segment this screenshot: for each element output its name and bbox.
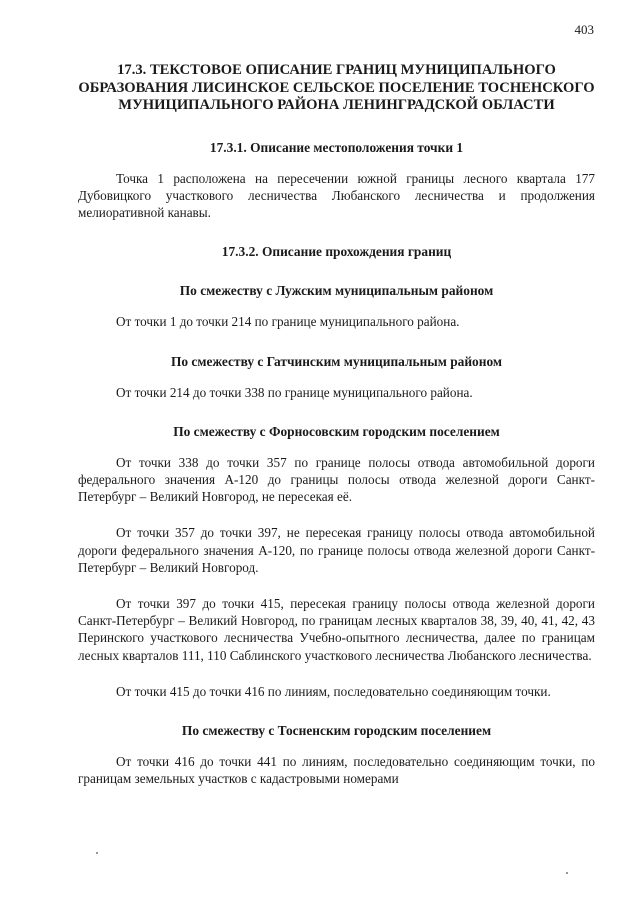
section-heading-borders: 17.3.2. Описание прохождения границ bbox=[221, 244, 452, 260]
scan-speck bbox=[566, 872, 568, 874]
paragraph-luzhsky: От точки 1 до точки 214 по границе муниципального района. bbox=[116, 314, 460, 330]
subheading-luzhsky: По смежеству с Лужским муниципальным районом bbox=[179, 283, 494, 299]
paragraph-fornosovsky-3: От точки 397 до точки 415, пересекая границу полосы отвода железной дороги Санкт-Петербург – Великий Новгород, по границам лесных кварталов 38, 39, 40, 41, 42, 43 Перинского участкового лесничества Учебно-опытного лесничества, далее по границам лесных кварталов 111, 110 Саблинского участкового лесничества Любанского лесничества. bbox=[78, 596, 595, 663]
document-body bbox=[78, 62, 595, 787]
page-number: 403 bbox=[574, 22, 594, 37]
paragraph-location: Точка 1 расположена на пересечении южной границы лесного квартала 177 Дубовицкого участкового лесничества Любанского лесничества и продолжения мелиоративной канавы. bbox=[78, 170, 595, 221]
subheading-fornosovsky: По смежеству с Форносовским городским поселением bbox=[173, 423, 500, 439]
paragraph-fornosovsky-1: От точки 338 до точки 357 по границе полосы отвода автомобильной дороги федерального значения А-120 до границы полосы отвода железной дороги Санкт-Петербург – Великий Новгород, не пересекая её. bbox=[78, 454, 595, 505]
section-heading-location: 17.3.1. Описание местоположения точки 1 bbox=[209, 139, 464, 155]
scan-speck bbox=[96, 852, 98, 854]
subheading-gatchinsky: По смежеству с Гатчинским муниципальным районом bbox=[170, 353, 503, 369]
paragraph-fornosovsky-4: От точки 415 до точки 416 по линиям, последовательно соединяющим точки. bbox=[116, 683, 551, 699]
paragraph-tosnensky: От точки 416 до точки 441 по линиям, последовательно соединяющим точки, по границам земельных участков с кадастровыми номерами bbox=[78, 754, 595, 787]
paragraph-fornosovsky-2: От точки 357 до точки 397, не пересекая границу полосы отвода автомобильной дороги федерального значения А-120, по границе полосы отвода железной дороги Санкт-Петербург – Великий Новгород. bbox=[78, 525, 595, 575]
document-title: 17.3. ТЕКСТОВОЕ ОПИСАНИЕ ГРАНИЦ МУНИЦИПАЛЬНОГО ОБРАЗОВАНИЯ ЛИСИНСКОЕ СЕЛЬСКОЕ ПОСЕЛЕНИЕ ТОСНЕНСКОГО МУНИЦИПАЛЬНОГО РАЙОНА ЛЕНИНГРАДСКОЙ ОБЛАСТИ bbox=[78, 62, 595, 114]
paragraph-gatchinsky: От точки 214 до точки 338 по границе муниципального района. bbox=[116, 384, 473, 400]
subheading-tosnensky: По смежеству с Тосненским городским поселением bbox=[181, 723, 492, 739]
